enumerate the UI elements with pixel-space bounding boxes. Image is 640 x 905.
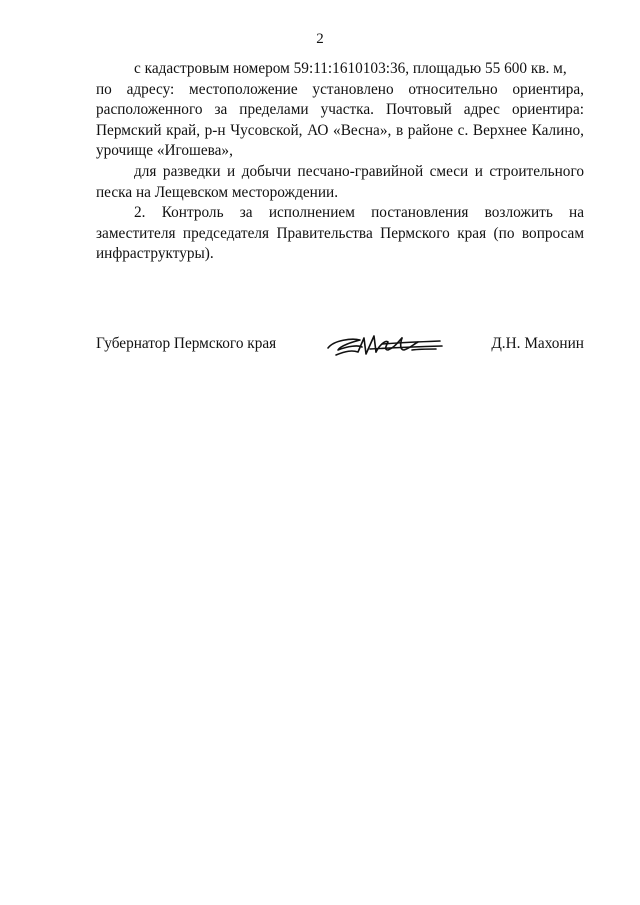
paragraph-purpose: для разведки и добычи песчано-гравийной смеси и строительного песка на Лещевском месторождении. (96, 162, 584, 201)
paragraph-address: по адресу: местоположение установлено относительно ориентира, расположенного за пределами участка. Почтовый адрес ориентира: Пермский край, р-н Чусовской, АО «Весна», в районе с. Верхнее Калино, урочище «Игошева», (96, 80, 584, 160)
signature-block (96, 330, 584, 366)
signatory-position: Губернатор Пермского края (96, 335, 277, 352)
page-number: 2 (316, 31, 324, 47)
paragraph-control: 2. Контроль за исполнением постановления возложить на заместителя председателя Правительства Пермского края (по вопросам инфраструктуры). (96, 204, 584, 263)
document-body (96, 59, 584, 265)
handwritten-signature-icon (322, 328, 444, 362)
paragraph-cadastral-number: с кадастровым номером 59:11:1610103:36, площадью 55 600 кв. м, (134, 60, 567, 77)
signatory-name: Д.Н. Махонин (491, 335, 584, 352)
